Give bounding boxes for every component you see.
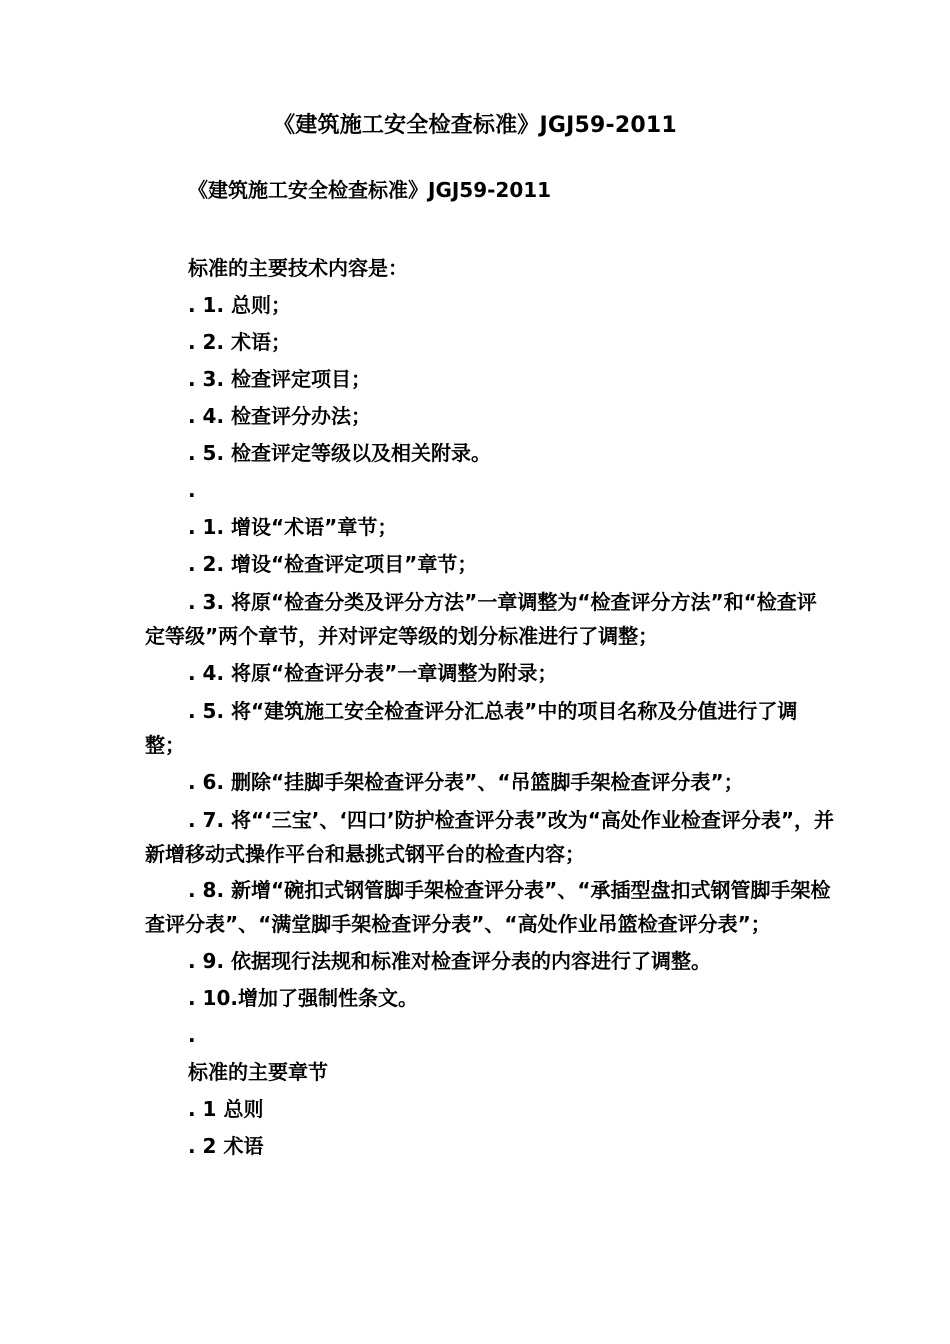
document-subtitle: 《建筑施工安全检查标准》JGJ59-2011 xyxy=(188,178,552,202)
list-item: . 1. 增设“术语”章节； xyxy=(188,515,398,539)
section-heading: 标准的主要章节 xyxy=(188,1060,328,1084)
list-item: . 2. 术语； xyxy=(188,330,292,354)
list-item: . 6. 删除“挂脚手架检查评分表”、“吊篮脚手架检查评分表”； xyxy=(188,770,744,794)
list-item: . 1. 总则； xyxy=(188,293,292,317)
list-item: . 8. 新增“碗扣式钢管脚手架检查评分表”、“承插型盘扣式钢管脚手架检查评分表”、“满堂脚手架检查评分表”、“高处作业吊篮检查评分表”； xyxy=(145,878,831,936)
document-body xyxy=(145,250,835,1165)
list-item: . 3. 检查评定项目； xyxy=(188,367,372,391)
list-item: . 7. 将“‘三宝’、‘四口’防护检查评分表”改为“高处作业检查评分表”，并新增移动式操作平台和悬挑式钢平台的检查内容； xyxy=(145,808,835,866)
list-item: . 5. 将“建筑施工安全检查评分汇总表”中的项目名称及分值进行了调整； xyxy=(145,699,798,757)
list-item: . 9. 依据现行法规和标准对检查评分表的内容进行了调整。 xyxy=(188,949,712,973)
list-item: . 1 总则 xyxy=(188,1097,264,1121)
list-bullet-empty: . xyxy=(188,478,196,502)
list-item: . 2. 增设“检查评定项目”章节； xyxy=(188,552,478,576)
list-item: . 5. 检查评定等级以及相关附录。 xyxy=(188,441,492,465)
paragraph-intro: 标准的主要技术内容是： xyxy=(188,256,408,280)
list-item: . 4. 将原“检查评分表”一章调整为附录； xyxy=(188,661,558,685)
list-item: . 2 术语 xyxy=(188,1134,264,1158)
document-title: 《建筑施工安全检查标准》JGJ59-2011 xyxy=(273,113,677,138)
list-item: . 4. 检查评分办法； xyxy=(188,404,372,428)
list-item: . 10.增加了强制性条文。 xyxy=(188,986,418,1010)
list-item: . 3. 将原“检查分类及评分方法”一章调整为“检查评分方法”和“检查评定等级”两个章节，并对评定等级的划分标准进行了调整； xyxy=(145,590,817,648)
list-bullet-empty: . xyxy=(188,1023,196,1047)
